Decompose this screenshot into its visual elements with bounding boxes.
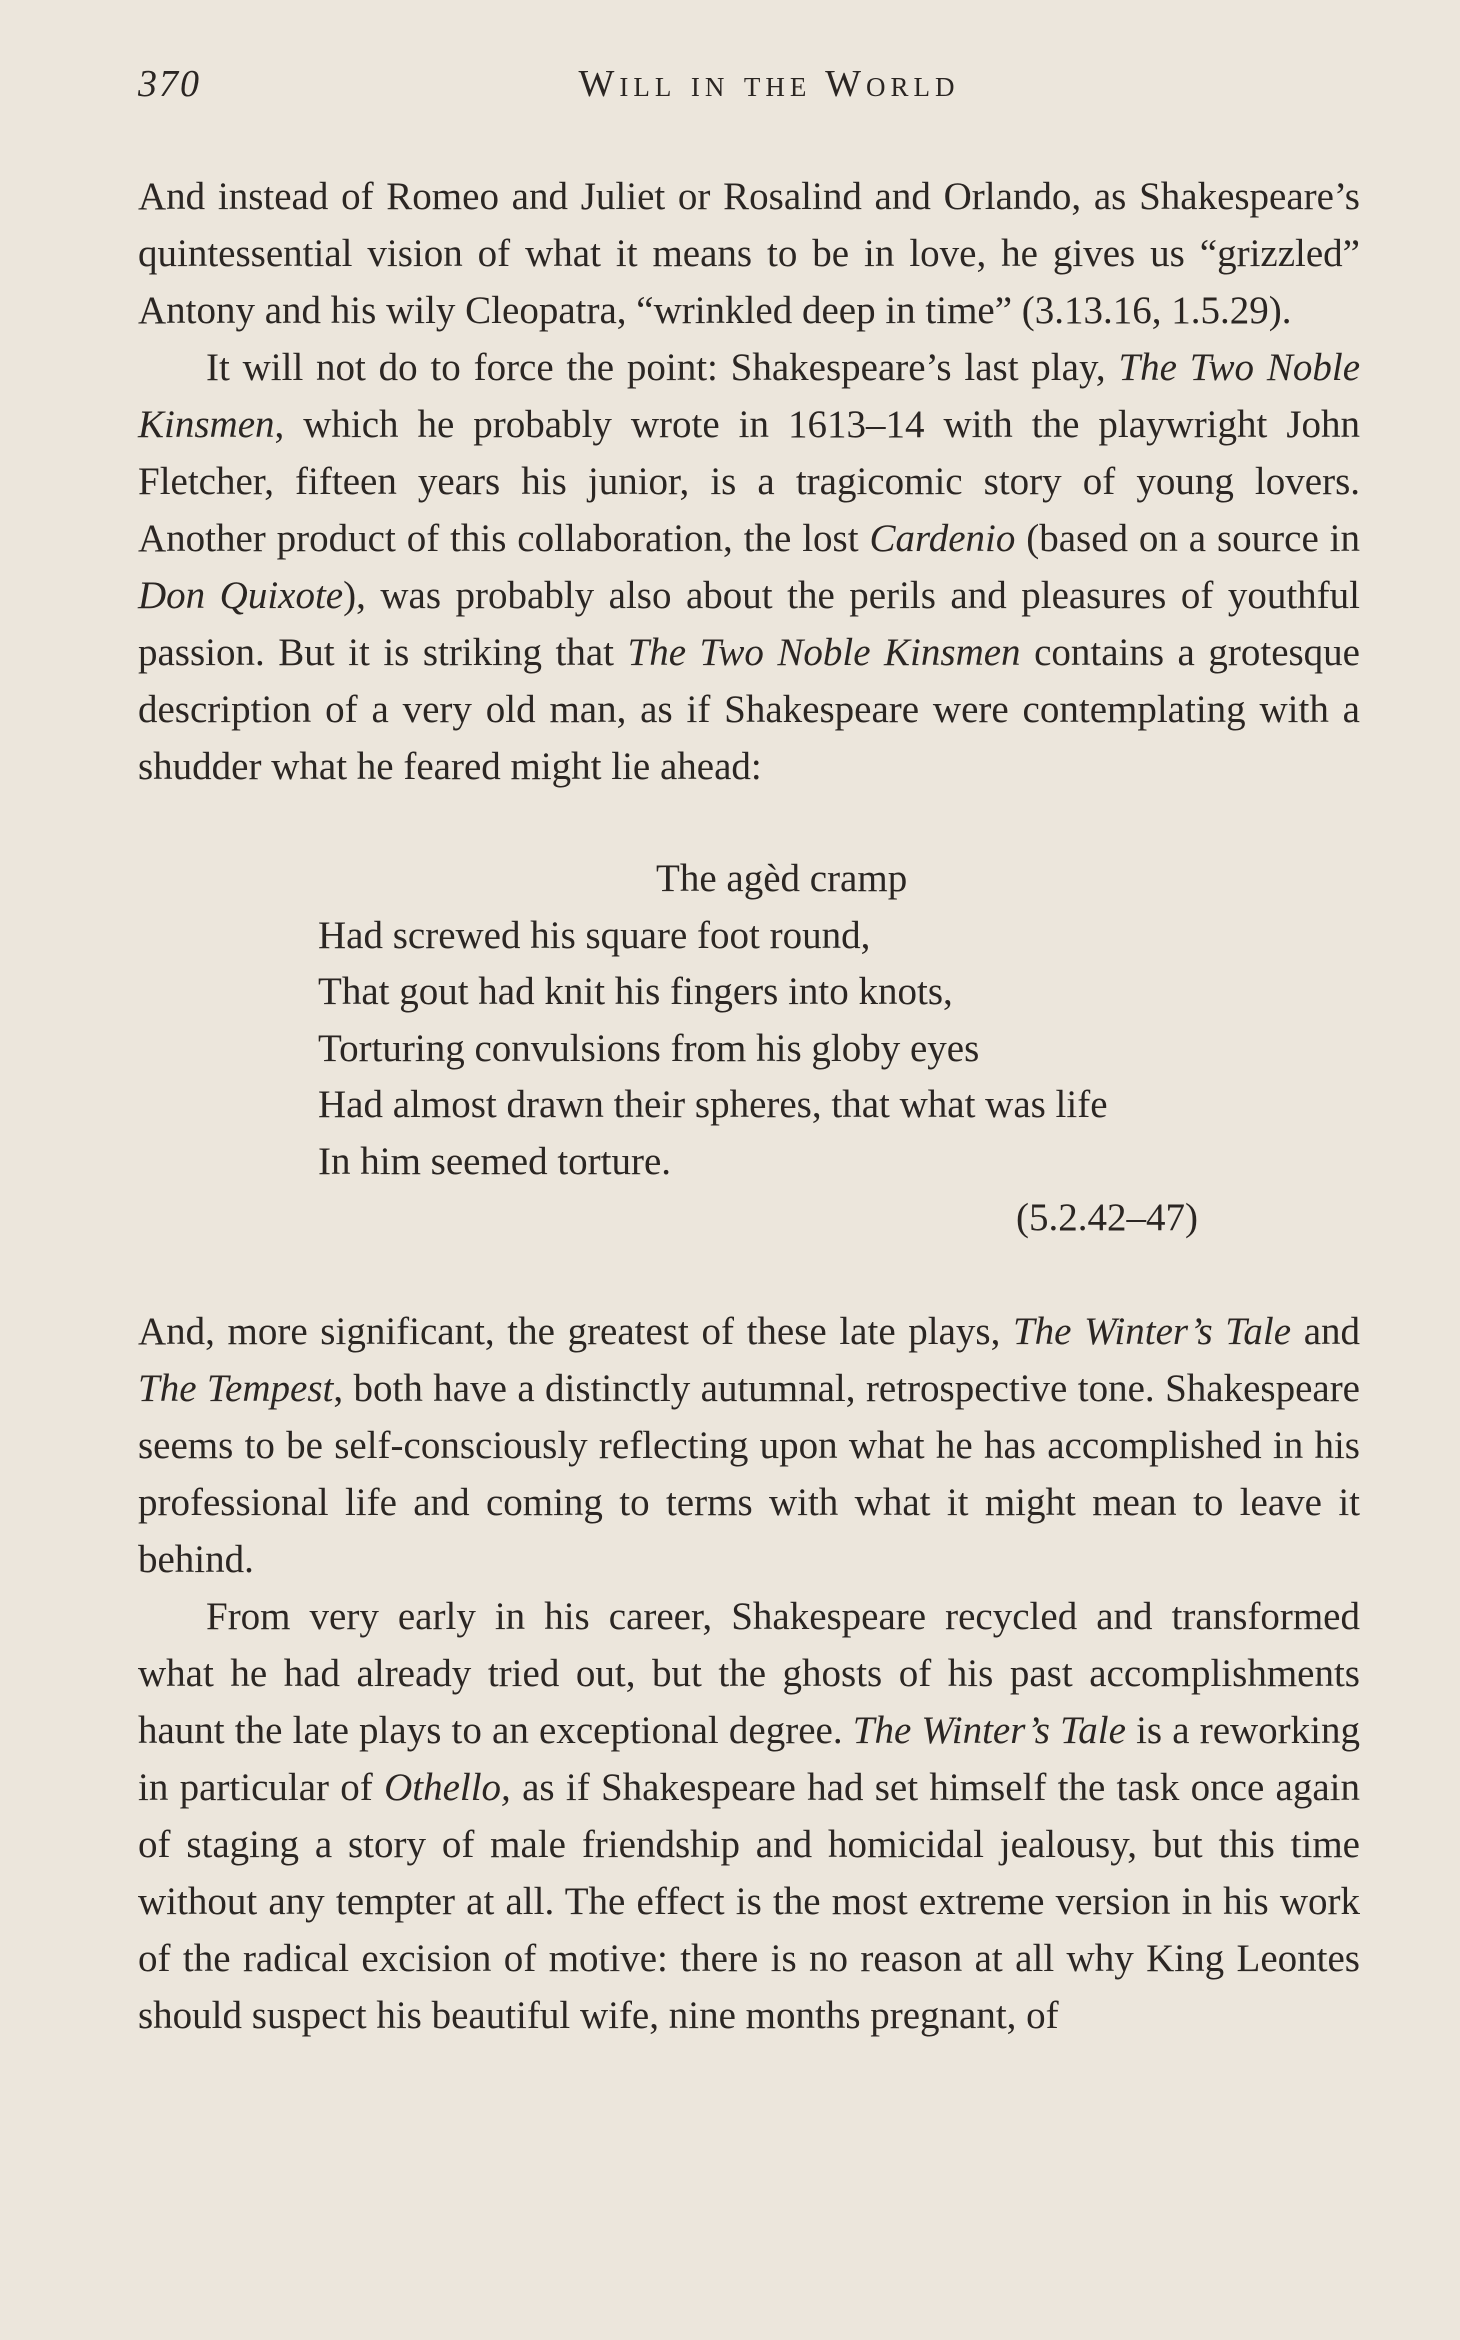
title-two-noble-kinsmen: The Two Noble Kinsmen bbox=[138, 346, 1361, 446]
verse-citation: (5.2.42–47) bbox=[1016, 1196, 1198, 1239]
verse-line: In him seemed torture. bbox=[318, 1139, 672, 1183]
title-winters-tale: The Winter’s Tale bbox=[852, 1708, 1126, 1752]
title-winters-tale: The Winter’s Tale bbox=[1012, 1309, 1292, 1353]
running-head bbox=[138, 62, 1360, 122]
paragraph-recycled: From very early in his career, Shakespeare recycled and transformed what he had already tried out, but the ghosts of his past accomplishments haunt the late plays to an exceptional degree. The Winter’s Tale is a reworking in particular of Othello, as if Shakespeare had set himself the task once again of staging a story of male friendship and homicidal jealousy, but this time without any tempter at all. The effect is the most extreme version in his work of the radical excision of motive: there is no reason at all why King Leontes should suspect his beautiful wife, nine months pregnant, of bbox=[138, 1594, 1360, 2037]
title-two-noble-kinsmen: The Two Noble Kinsmen bbox=[627, 631, 1021, 674]
paragraph-late-plays: And, more significant, the greatest of these late plays, The Winter’s Tale and The Tempest, both have a distinctly autumnal, retrospective tone. Shakespeare seems to be self-consciously reflecting upon what he has accomplished in his professional life and coming to terms with what it might mean to leave it behind. bbox=[138, 1309, 1360, 1581]
verse-line: Had almost drawn their spheres, that what was life bbox=[318, 1083, 1108, 1126]
verse-line: Had screwed his square foot round, bbox=[318, 913, 871, 957]
verse-line: Torturing convulsions from his globy eyes bbox=[318, 1026, 980, 1070]
paragraph-two-noble-kinsmen: It will not do to force the point: Shakespeare’s last play, The Two Noble Kinsmen, which he probably wrote in 1613–14 with the playwright John Fletcher, fifteen years his junior, is a tragicomic story of young lovers. Another product of this collaboration, the lost Cardenio (based on a source in Don Quixote), was probably also about the perils and pleasures of youthful passion. But it is striking that The Two Noble Kinsmen contains a grotesque description of a very old man, as if Shakespeare were contemplating with a shudder what he feared might lie ahead: bbox=[138, 346, 1361, 788]
paragraph-antony-cleopatra: And instead of Romeo and Juliet or Rosalind and Orlando, as Shakespeare’s quintessential vision of what it means to be in love, he gives us “grizzled” Antony and his wily Cleopatra, “wrinkled deep in time” (3.13.16, 1.5.29). bbox=[138, 175, 1360, 332]
verse-line: That gout had knit his fingers into knots, bbox=[318, 970, 953, 1013]
title-cardenio: Cardenio bbox=[869, 517, 1016, 560]
page-number: 370 bbox=[138, 63, 201, 105]
title-tempest: The Tempest bbox=[138, 1366, 334, 1410]
book-title: Will in the World bbox=[578, 63, 960, 105]
title-othello: Othello, bbox=[384, 1765, 511, 1809]
verse-quotation bbox=[138, 851, 1198, 1247]
body-text bbox=[138, 168, 1360, 2044]
verse-line: The agèd cramp bbox=[656, 857, 908, 900]
title-don-quixote: Don Quixote bbox=[138, 574, 344, 617]
